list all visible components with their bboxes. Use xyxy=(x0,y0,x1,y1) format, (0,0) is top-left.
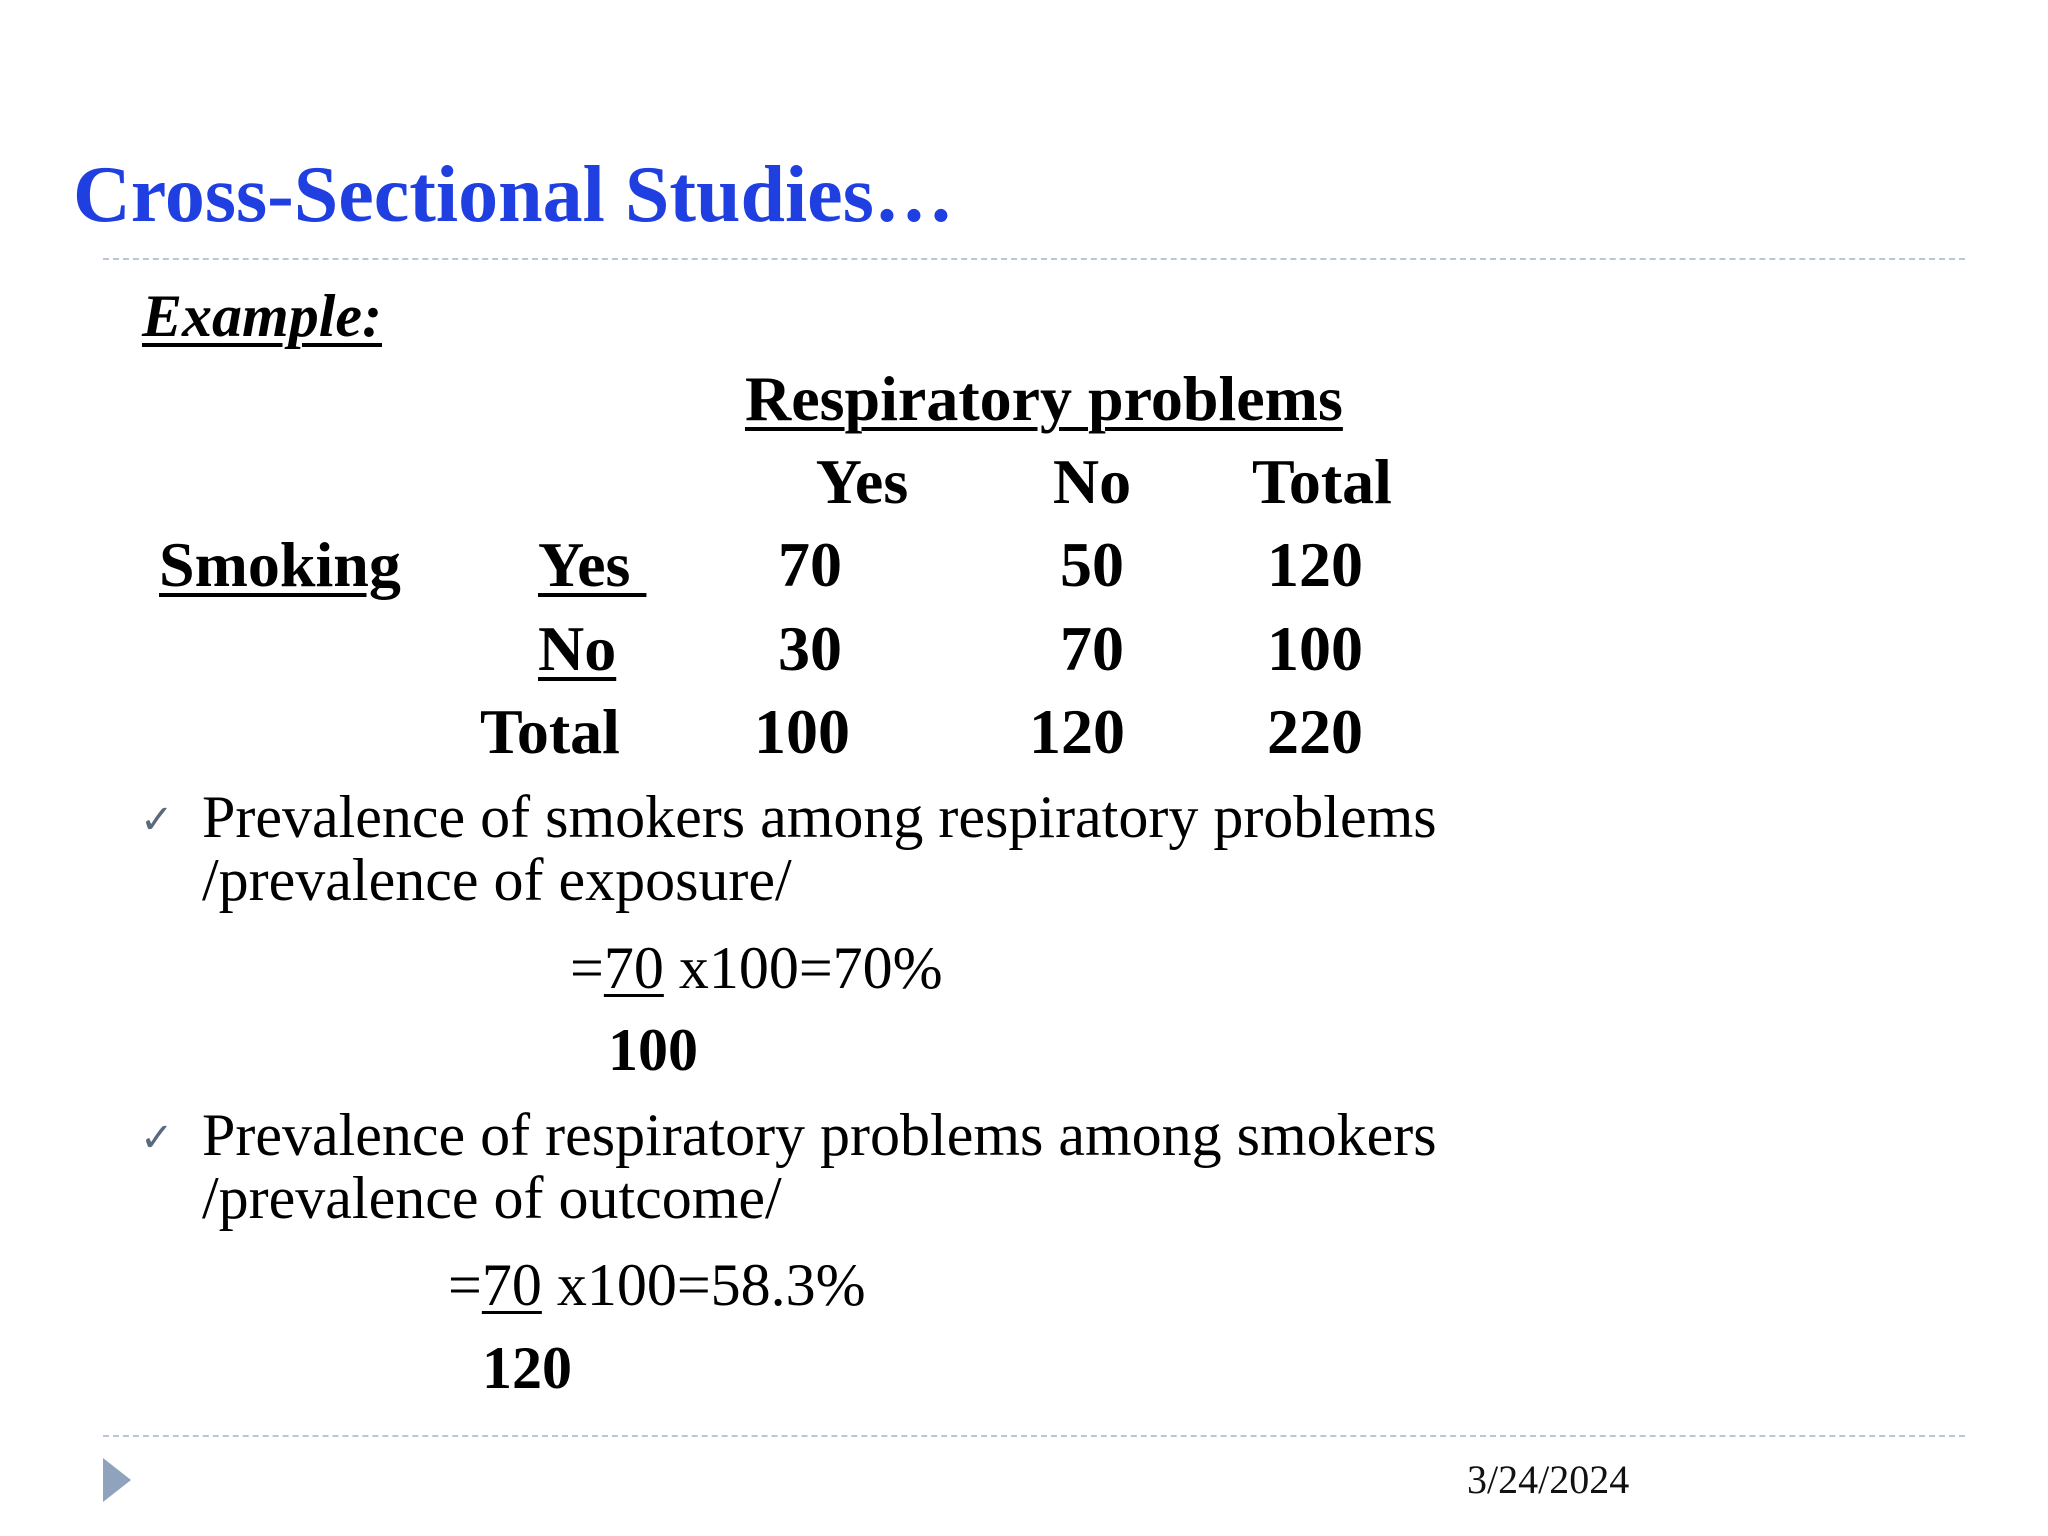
column-header-no: No xyxy=(1052,446,1132,517)
example-label: Example: xyxy=(142,283,382,349)
column-header-yes: Yes xyxy=(815,446,909,517)
bullet-text-line: /prevalence of exposure/ xyxy=(202,847,792,913)
formula-denominator: 100 xyxy=(608,1017,698,1083)
formula-numerator: 70 xyxy=(481,1252,542,1318)
row-label-no: No xyxy=(538,613,617,684)
row-label-total: Total xyxy=(480,696,620,767)
bullet-text-line: Prevalence of smokers among respiratory problems xyxy=(202,784,1437,850)
top-divider xyxy=(103,258,1965,260)
column-header-total: Total xyxy=(1252,446,1392,517)
column-group-header: Respiratory problems xyxy=(745,363,1343,434)
table-cell: 70 xyxy=(1060,613,1124,684)
slide-date: 3/24/2024 xyxy=(1467,1457,1630,1502)
table-cell: 120 xyxy=(1267,529,1363,600)
formula-prefix: = xyxy=(448,1252,482,1318)
table-cell: 220 xyxy=(1267,696,1363,767)
formula-suffix: x100=58.3% xyxy=(541,1252,866,1318)
bullet-text-line: Prevalence of respiratory problems among smokers xyxy=(202,1102,1437,1168)
formula xyxy=(448,1252,866,1318)
formula-suffix: x100=70% xyxy=(663,935,943,1001)
table-cell: 30 xyxy=(778,613,842,684)
table-cell: 100 xyxy=(1267,613,1363,684)
checkmark-icon: ✓ xyxy=(140,797,174,843)
slide-title: Cross-Sectional Studies… xyxy=(73,151,954,239)
bullet-text-line: /prevalence of outcome/ xyxy=(202,1165,782,1231)
table-cell: 50 xyxy=(1060,529,1124,600)
formula-numerator: 70 xyxy=(603,935,664,1001)
triangle-right-icon xyxy=(103,1458,131,1502)
formula-prefix: = xyxy=(570,935,604,1001)
checkmark-icon: ✓ xyxy=(140,1115,174,1161)
table-cell: 120 xyxy=(1029,696,1125,767)
bottom-divider xyxy=(103,1435,1965,1437)
table-cell: 70 xyxy=(778,529,842,600)
formula xyxy=(570,935,943,1001)
table-cell: 100 xyxy=(754,696,850,767)
formula-denominator: 120 xyxy=(482,1335,572,1401)
row-group-header: Smoking xyxy=(159,529,401,600)
row-label-yes: Yes xyxy=(538,529,647,600)
